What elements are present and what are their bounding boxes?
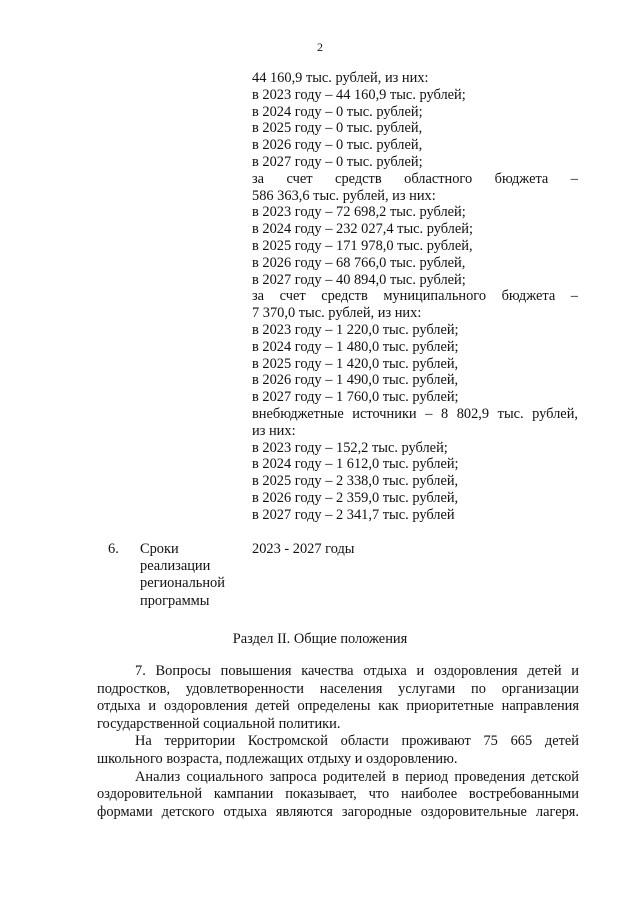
table-row-value: 2023 - 2027 годы <box>252 541 355 557</box>
table-row-label <box>140 541 225 610</box>
paragraph-line: оздоровительной кампании показывает, что наиболее востребованными <box>97 786 579 803</box>
paragraph-line: формами детского отдыха являются загородные оздоровительные лагеря. <box>97 803 579 820</box>
row-label-line: реализации <box>140 558 211 575</box>
funding-line: 586 363,6 тыс. рублей, из них: <box>252 187 436 204</box>
page-number: 2 <box>317 40 323 54</box>
funding-line: в 2023 году – 72 698,2 тыс. рублей; <box>252 204 466 221</box>
extra-budget-header: внебюджетные источники – 8 802,9 тыс. рублей, <box>252 405 578 422</box>
funding-line: 7 370,0 тыс. рублей, из них: <box>252 305 422 322</box>
funding-line: из них: <box>252 422 296 439</box>
paragraph-line: На территории Костромской области проживают 75 665 детей <box>135 733 579 750</box>
funding-line: в 2024 году – 1 612,0 тыс. рублей; <box>252 456 459 473</box>
paragraph-line: Анализ социального запроса родителей в период проведения детской <box>135 768 579 785</box>
funding-line: в 2026 году – 68 766,0 тыс. рублей, <box>252 254 466 271</box>
regional-budget-header: за счет средств областного бюджета – <box>252 170 578 187</box>
funding-line: в 2024 году – 232 027,4 тыс. рублей; <box>252 221 473 238</box>
table-row-number: 6. <box>108 541 119 557</box>
funding-line: в 2026 году – 0 тыс. рублей, <box>252 137 423 154</box>
funding-block <box>252 70 578 524</box>
funding-line: в 2023 году – 1 220,0 тыс. рублей; <box>252 321 459 338</box>
paragraph <box>97 733 579 768</box>
funding-line: в 2027 году – 40 894,0 тыс. рублей; <box>252 271 466 288</box>
row-label-line: региональной <box>140 575 225 592</box>
section-title: Раздел II. Общие положения <box>232 631 408 647</box>
funding-line: в 2025 году – 0 тыс. рублей, <box>252 120 423 137</box>
funding-line: в 2027 году – 2 341,7 тыс. рублей <box>252 506 455 523</box>
row-label-line: Сроки <box>140 541 179 557</box>
funding-line: в 2023 году – 152,2 тыс. рублей; <box>252 439 448 456</box>
paragraph <box>97 663 579 733</box>
funding-line: в 2027 году – 0 тыс. рублей; <box>252 153 423 170</box>
paragraph-line: государственной социальной политики. <box>97 715 341 732</box>
funding-line: в 2027 году – 1 760,0 тыс. рублей; <box>252 389 459 406</box>
row-label-line: программы <box>140 592 210 609</box>
funding-line: в 2024 году – 1 480,0 тыс. рублей; <box>252 338 459 355</box>
funding-line: в 2026 году – 2 359,0 тыс. рублей, <box>252 489 459 506</box>
body-text <box>97 663 579 821</box>
paragraph-line: подростков, удовлетворенности населения услугами по организации <box>97 680 579 697</box>
funding-line: в 2025 году – 2 338,0 тыс. рублей, <box>252 473 459 490</box>
funding-line: в 2025 году – 1 420,0 тыс. рублей, <box>252 355 459 372</box>
paragraph <box>97 769 579 822</box>
paragraph-line: 7. Вопросы повышения качества отдыха и оздоровления детей и <box>135 663 579 679</box>
funding-line: в 2023 году – 44 160,9 тыс. рублей; <box>252 86 466 103</box>
funding-line: в 2026 году – 1 490,0 тыс. рублей, <box>252 372 459 389</box>
municipal-budget-header: за счет средств муниципального бюджета – <box>252 288 578 305</box>
paragraph-line: школьного возраста, подлежащих отдыху и оздоровлению. <box>97 750 458 767</box>
funding-line: 44 160,9 тыс. рублей, из них: <box>252 70 429 86</box>
funding-line: в 2024 году – 0 тыс. рублей; <box>252 103 423 120</box>
funding-line: в 2025 году – 171 978,0 тыс. рублей, <box>252 237 473 254</box>
paragraph-line: отдыха и оздоровления детей определены как приоритетные направления <box>97 698 579 715</box>
